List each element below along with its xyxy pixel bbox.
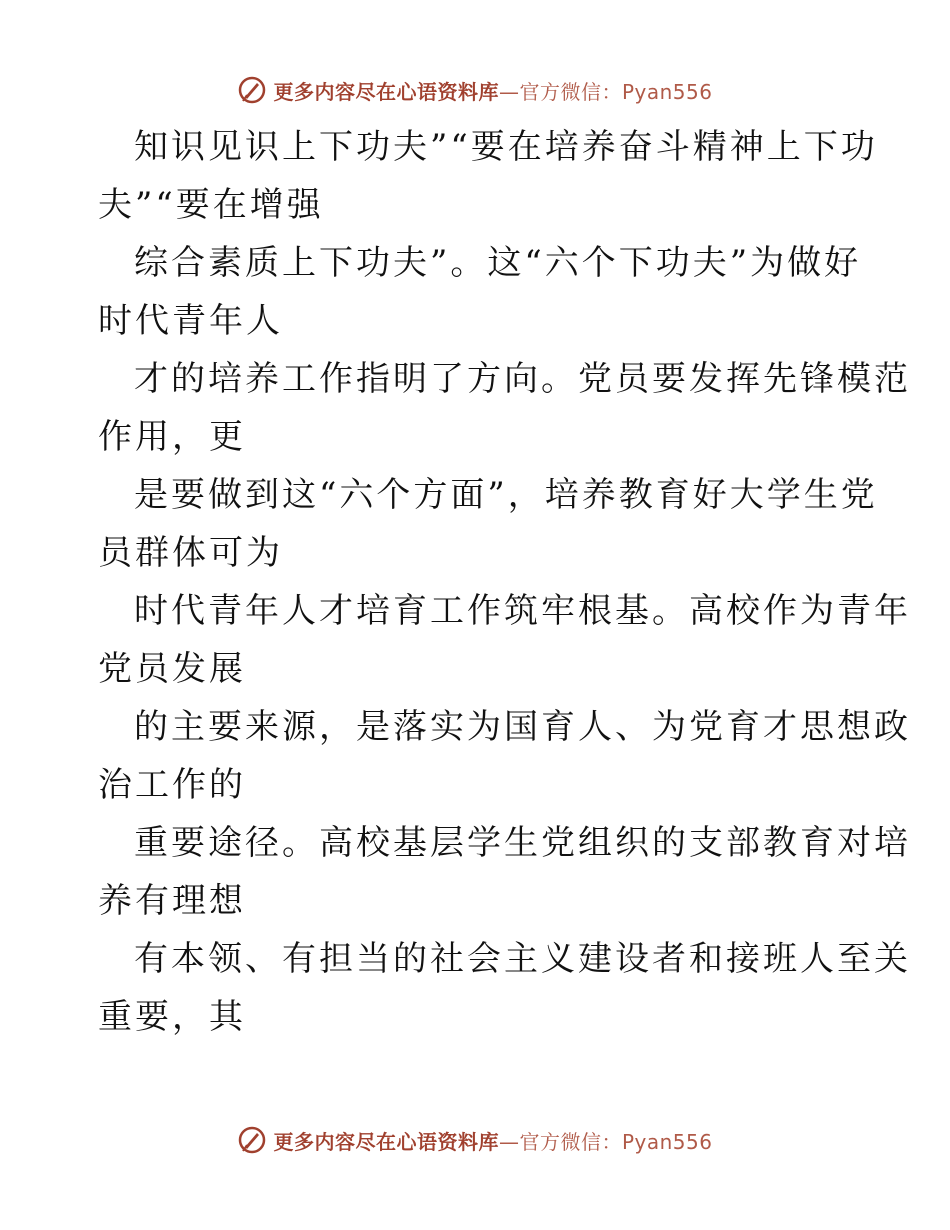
feather-pen-logo-icon	[237, 1125, 267, 1155]
header-watermark	[0, 70, 950, 110]
body-line: 是要做到这“六个方面”，培养教育好大学生党 员群体可为	[98, 475, 878, 573]
body-line: 重要途径。高校基层学生党组织的支部教育对培 养有理想	[98, 823, 911, 921]
body-line: 知识见识上下功夫”“要在培养奋斗精神上下功 夫”“要在增强	[98, 127, 878, 225]
footer-watermark-text: 更多内容尽在心语资料库—官方微信：Pyan556	[273, 1129, 713, 1154]
document-body	[98, 118, 911, 1046]
body-line: 有本领、有担当的社会主义建设者和接班人至关 重要，其	[98, 939, 911, 1037]
body-line: 才的培养工作指明了方向。党员要发挥先锋模范 作用，更	[98, 359, 911, 457]
body-line: 综合素质上下功夫”。这“六个下功夫”为做好 时代青年人	[98, 243, 862, 341]
feather-pen-logo-icon	[237, 75, 267, 105]
body-line: 的主要来源，是落实为国育人、为党育才思想政 治工作的	[98, 707, 911, 805]
body-line: 时代青年人才培育工作筑牢根基。高校作为青年 党员发展	[98, 591, 911, 689]
footer-watermark	[0, 1120, 950, 1160]
header-watermark-text: 更多内容尽在心语资料库—官方微信：Pyan556	[273, 79, 713, 104]
